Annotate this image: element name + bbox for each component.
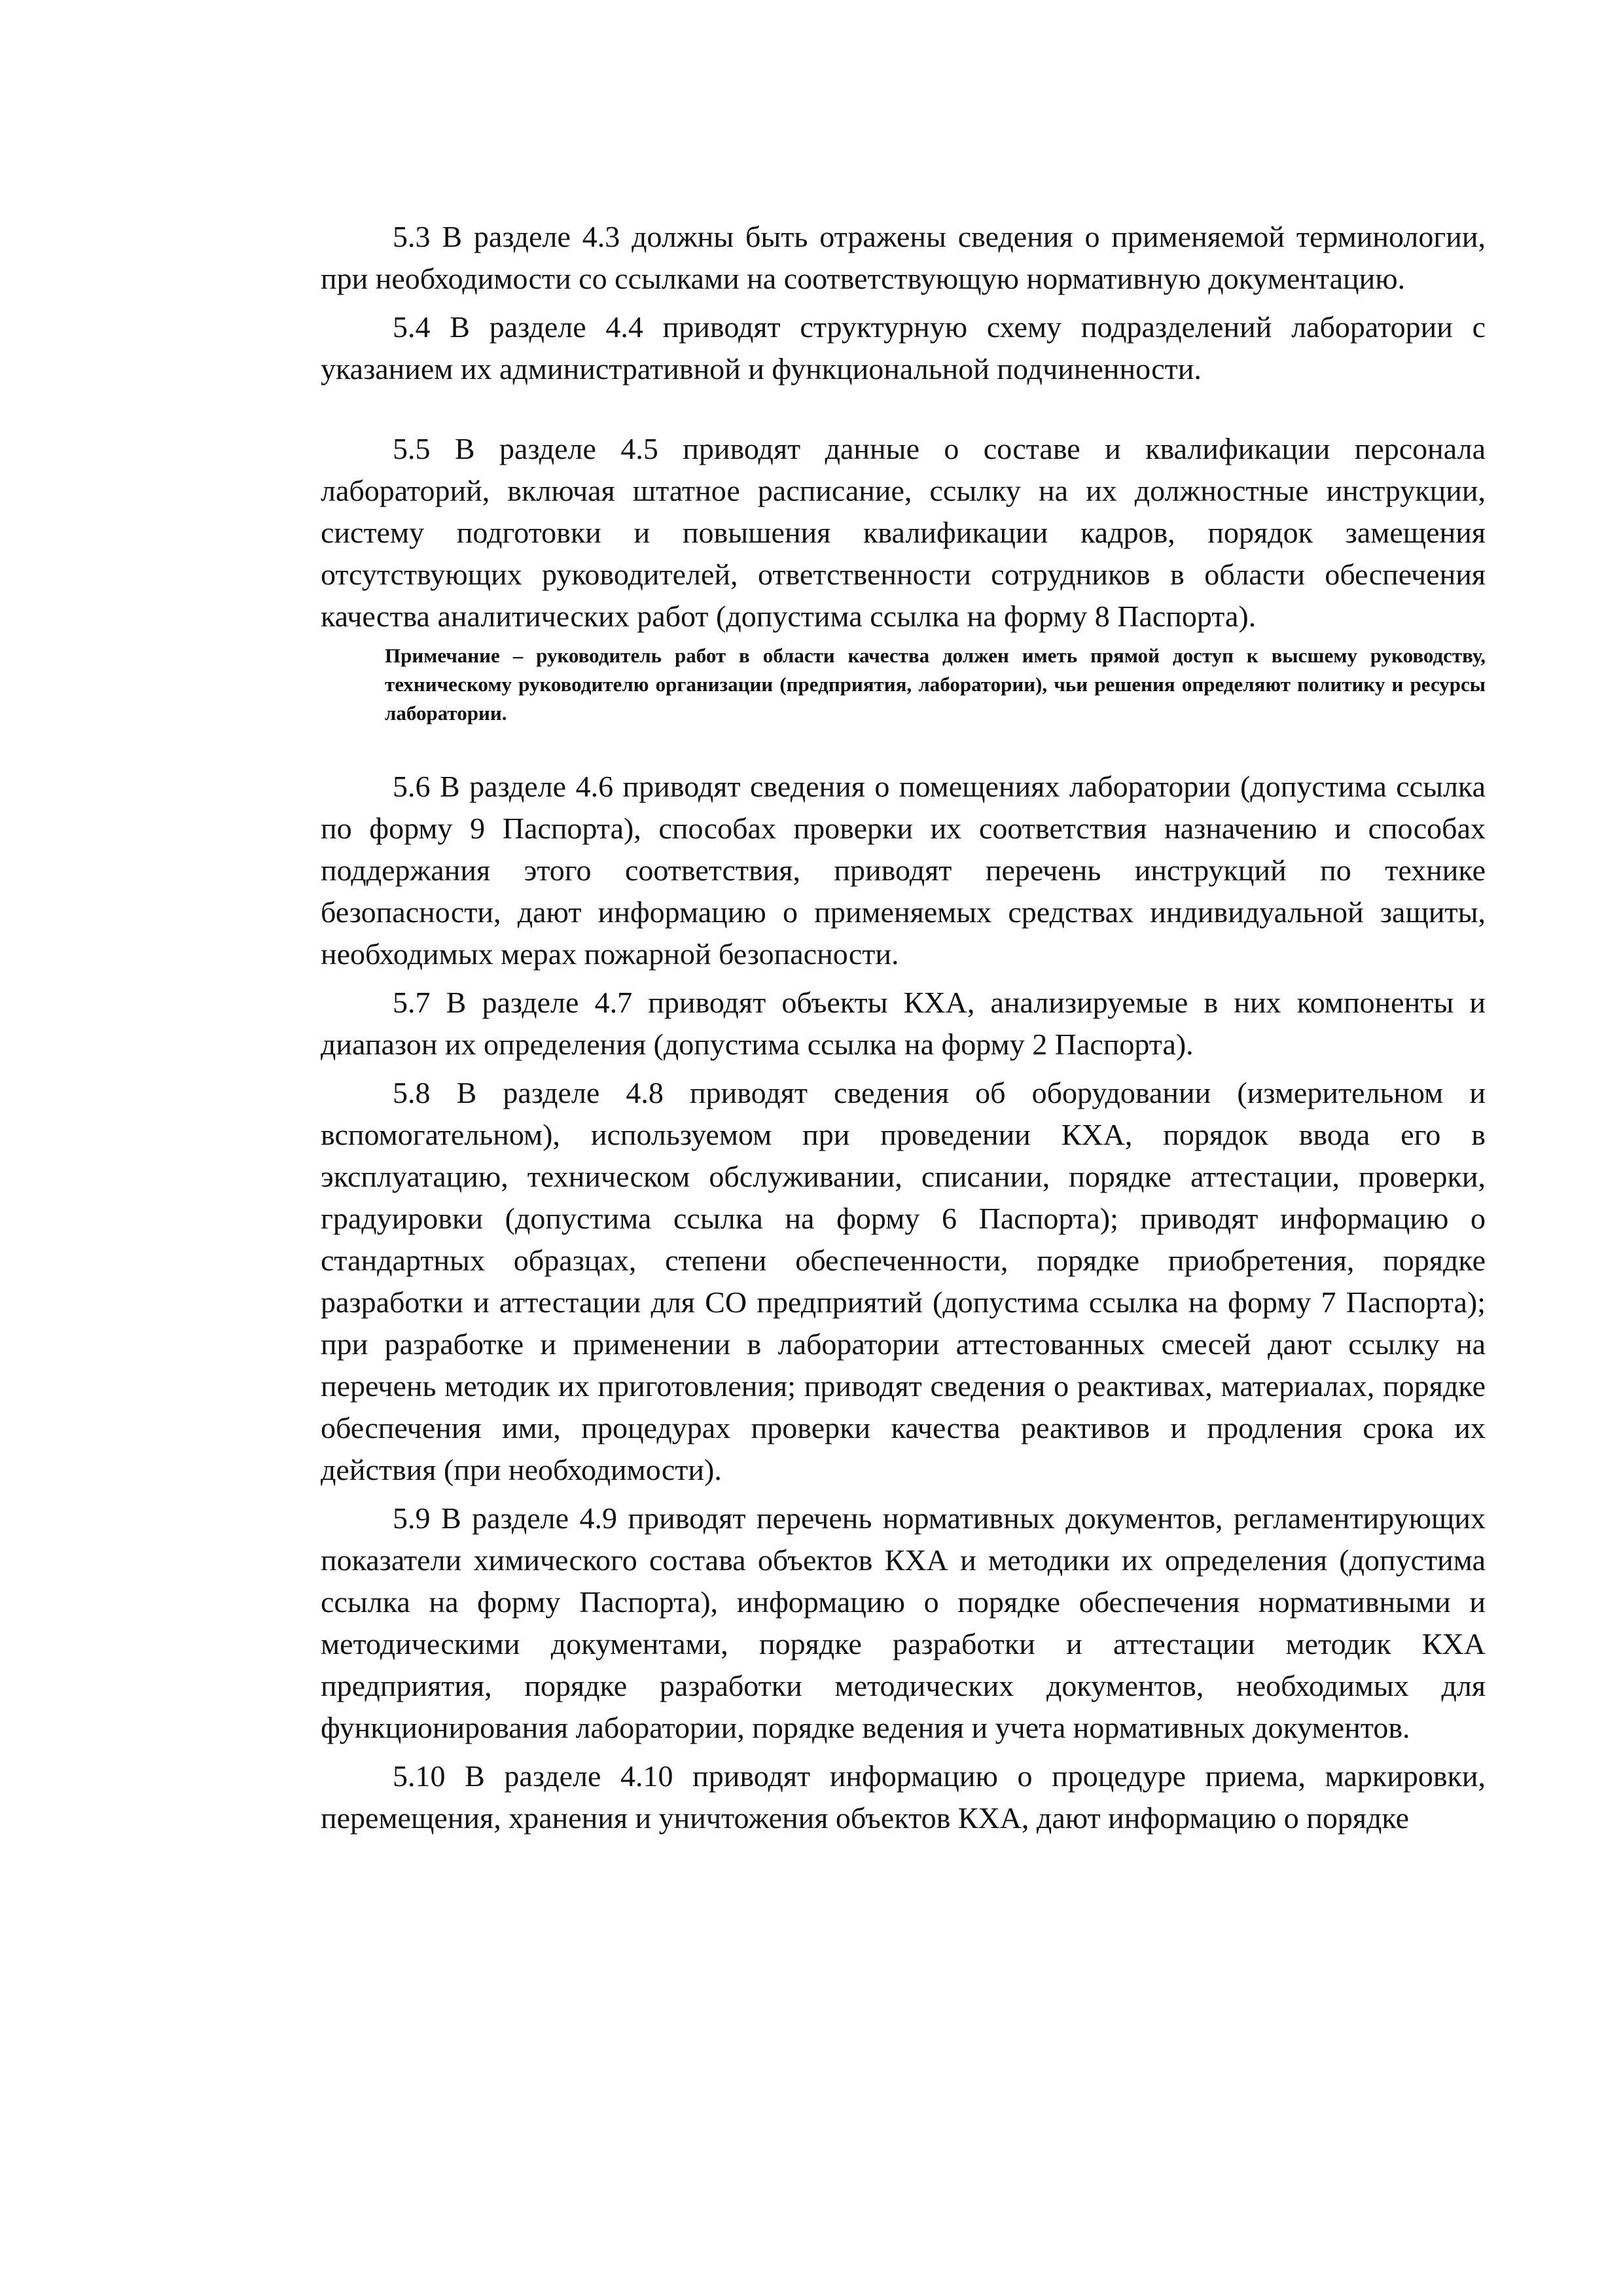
paragraph-5-7: 5.7 В разделе 4.7 приводят объекты КХА, анализируемые в них компоненты и диапазон их определения (допустима ссылка на форму 2 Паспорта). [321, 986, 1486, 1061]
paragraph-spacer [321, 300, 1486, 306]
paragraph-5-4: 5.4 В разделе 4.4 приводят структурную схему подразделений лаборатории с указанием их административной и функциональной подчиненности. [321, 310, 1486, 386]
paragraph-spacer [321, 1749, 1486, 1755]
paragraph-spacer [321, 728, 1486, 766]
paragraph-spacer [321, 1491, 1486, 1498]
paragraph-5-8: 5.8 В разделе 4.8 приводят сведения об оборудовании (измерительном и вспомогательном), используемом при проведении КХА, порядок ввода его в эксплуатацию, техническом обслуживании, списании, порядке аттестации, проверки, градуировки (допустима ссылка на форму 6 Паспорта); приводят информацию о стандартных образцах, степени обеспеченности, порядке приобретения, порядке разработки и аттестации для СО предприятий (допустима ссылка на форму 7 Паспорта); при разработке и применении в лаборатории аттестованных смесей дают ссылку на перечень методик их приготовления; приводят сведения о реактивах, материалах, порядке обеспечения ими, процедурах проверки качества реактивов и продления срока их действия (при необходимости). [321, 1076, 1486, 1486]
paragraph-5-9: 5.9 В разделе 4.9 приводят перечень нормативных документов, регламентирующих показатели химического состава объектов КХА и методики их определения (допустима ссылка на форму Паспорта), информацию о порядке обеспечения нормативными и методическими документами, порядке разработки и аттестации методик КХА предприятия, порядке разработки методических документов, необходимых для функционирования лаборатории, порядке ведения и учета нормативных документов. [321, 1501, 1486, 1744]
paragraph-5-10: 5.10 В разделе 4.10 приводят информацию о процедуре приема, маркировки, перемещения, хранения и уничтожения объектов КХА, дают информацию о порядке [321, 1759, 1486, 1835]
document-body [321, 216, 1486, 1839]
paragraph-spacer [321, 975, 1486, 982]
note-text: Примечание – руководитель работ в области качества должен иметь прямой доступ к высшему руководству, техническому руководителю организации (предприятия, лаборатории), чьи решения определяют политику и ресурсы лаборатории. [385, 644, 1486, 725]
paragraph-5-5: 5.5 В разделе 4.5 приводят данные о составе и квалификации персонала лабораторий, включая штатное расписание, ссылку на их должностные инструкции, систему подготовки и повышения квалификации кадров, порядок замещения отсутствующих руководителей, ответственности сотрудников в области обеспечения качества аналитических работ (допустима ссылка на форму 8 Паспорта). [321, 432, 1486, 633]
paragraph-spacer [321, 1066, 1486, 1072]
paragraph-5-6: 5.6 В разделе 4.6 приводят сведения о помещениях лаборатории (допустима ссылка по форму 9 Паспорта), способах проверки их соответствия назначению и способах поддержания этого соответствия, приводят перечень инструкций по технике безопасности, дают информацию о применяемых средствах индивидуальной защиты, необходимых мерах пожарной безопасности. [321, 770, 1486, 971]
paragraph-spacer [321, 390, 1486, 428]
paragraph-5-3: 5.3 В разделе 4.3 должны быть отражены сведения о применяемой терминологии, при необходимости со ссылками на соответствующую нормативную документацию. [321, 220, 1486, 295]
